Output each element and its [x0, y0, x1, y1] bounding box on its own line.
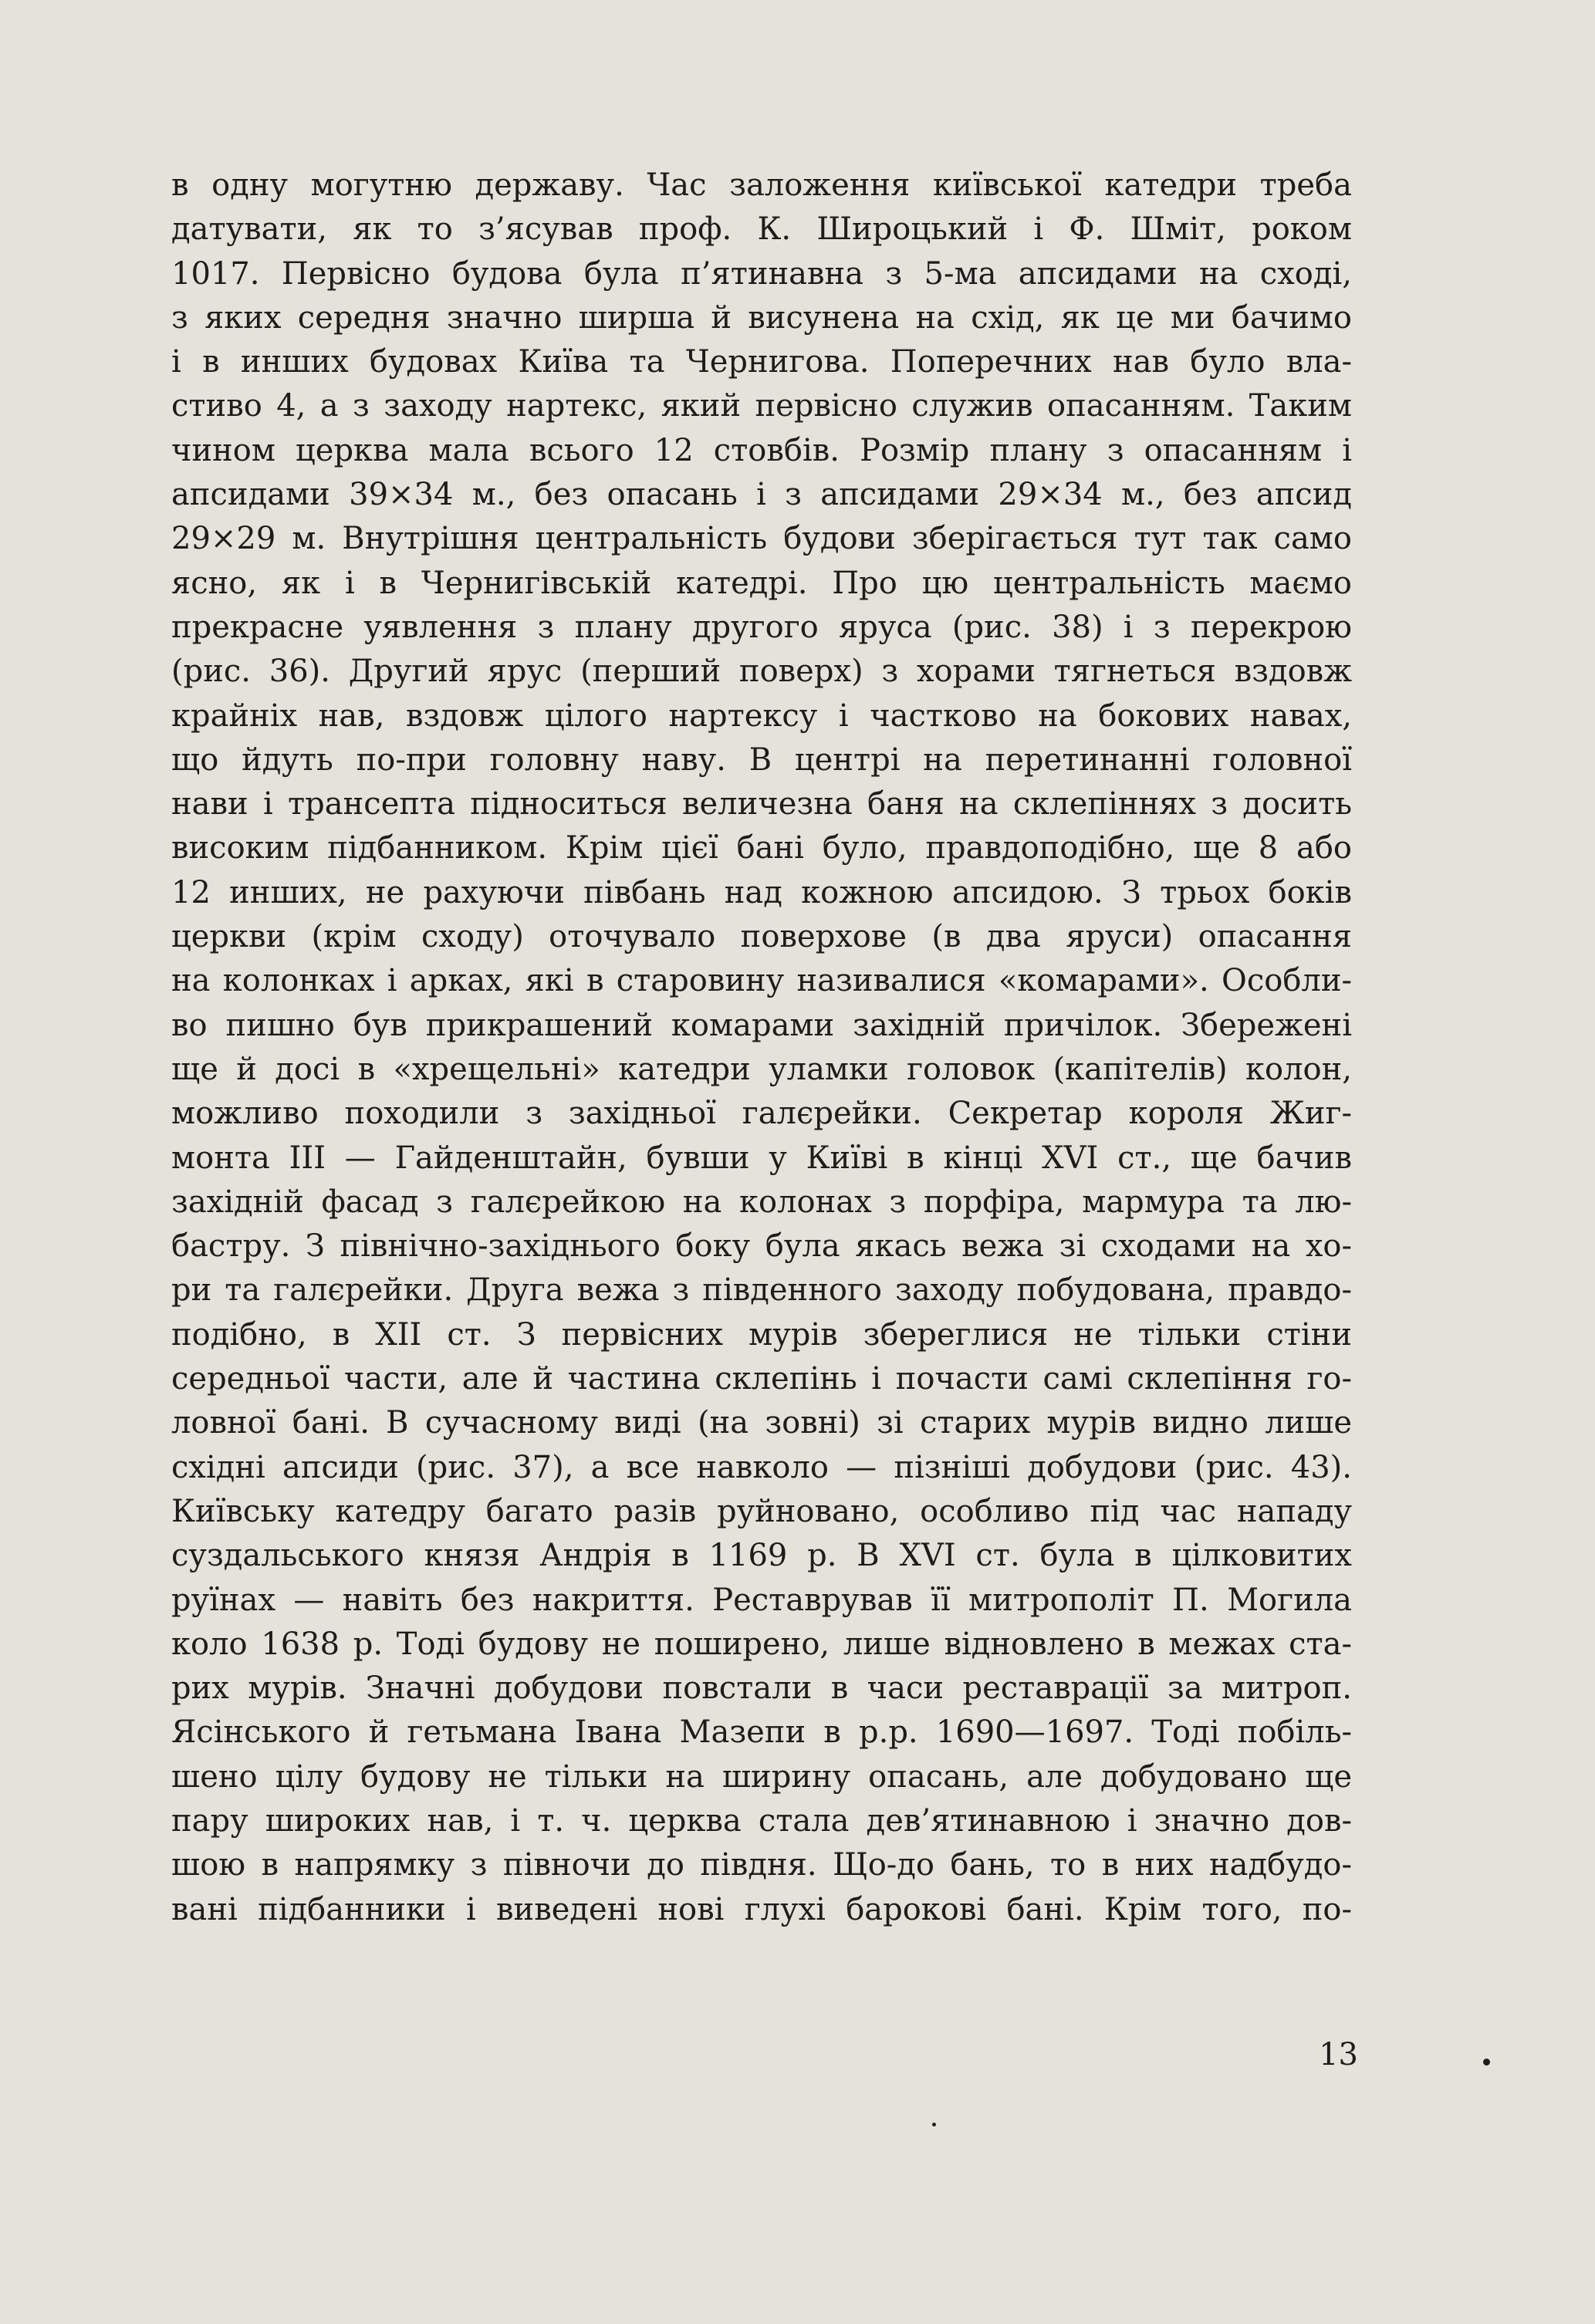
text-line: ри та галєрейки. Друга вежа з південного заходу побудована, правдо- — [171, 1272, 1352, 1309]
text-line: бастру. З північно-західнього боку була якась вежа зі сходами на хо- — [171, 1228, 1352, 1265]
text-line: рих мурів. Значні добудови повстали в часи реставрації за митроп. — [171, 1670, 1352, 1707]
text-line: високим підбанником. Крім цієї бані було, правдоподібно, ще 8 або — [171, 830, 1352, 866]
text-line: 1017. Первісно будова була п’ятинавна з 5-ма апсидами на сході, — [171, 255, 1352, 292]
text-line: подібно, в XII ст. З первісних мурів збереглися не тільки стіни — [171, 1316, 1352, 1353]
text-line: руїнах — навіть без накриття. Реставрував її митрополіт П. Могила — [171, 1582, 1352, 1618]
text-line: ще й досі в «хрещельні» катедри уламки головок (капітелів) колон, — [171, 1051, 1352, 1087]
text-line: монта III — Гайденштайн, бувши у Київі в кінці XVI ст., ще бачив — [171, 1140, 1353, 1176]
page-number: 13 — [1319, 2037, 1358, 2072]
text-line: ловної бані. В сучасному виді (на зовні) зі старих мурів видно лише — [171, 1405, 1352, 1441]
text-line: суздальського князя Андрія в 1169 р. В XVI ст. була в цілковитих — [171, 1538, 1352, 1574]
text-line: церкви (крім сходу) оточувало поверхове (в два яруси) опасання — [171, 919, 1352, 955]
text-line: пару широких нав, і т. ч. церква стала дев’ятинавною і значно дов- — [171, 1802, 1352, 1839]
text-line: в одну могутню державу. Час заложення київської катедри треба — [171, 167, 1352, 203]
text-line: на колонках і арках, які в старовину називалися «комарами». Особли- — [171, 963, 1352, 999]
text-line: 12 инших, не рахуючи півбань над кожною апсидою. З трьох боків — [171, 874, 1352, 910]
text-line: Київську катедру багато разів руйновано, особливо під час нападу — [171, 1493, 1352, 1529]
text-line: стиво 4, а з заходу нартекс, який первісно служив опасанням. Таким — [171, 388, 1352, 424]
text-line: ясно, як і в Чернигівській катедрі. Про цю центральність маємо — [171, 565, 1352, 601]
text-line: і в инших будовах Київа та Чернигова. Поперечних нав було вла- — [171, 344, 1352, 380]
text-line: середньої части, але й частина склепінь і почасти самі склепіння го- — [171, 1361, 1352, 1397]
text-line: во пишно був прикрашений комарами західній причілок. Збережені — [171, 1007, 1352, 1043]
body-text — [171, 164, 1352, 1932]
text-line: західній фасад з галєрейкою на колонах з порфіра, мармура та лю- — [171, 1184, 1352, 1220]
text-line: апсидами 39×34 м., без опасань і з апсидами 29×34 м., без апсид — [171, 477, 1352, 513]
text-line: що йдуть по-при головну наву. В центрі на перетинанні головної — [171, 741, 1352, 778]
text-line: коло 1638 р. Тоді будову не поширено, лише відновлено в межах ста- — [171, 1626, 1352, 1662]
text-line: Ясінського й гетьмана Івана Мазепи в р.р. 1690—1697. Тоді побіль- — [171, 1714, 1352, 1751]
text-line: вані підбанники і виведені нові глухі барокові бані. Крім того, по- — [171, 1891, 1352, 1927]
text-line: 29×29 м. Внутрішня центральність будови зберігається тут так само — [171, 521, 1352, 557]
text-line: шою в напрямку з півночи до півдня. Що-до бань, то в них надбудо- — [171, 1847, 1352, 1883]
text-line: східні апсиди (рис. 37), а все навколо — пізніші добудови (рис. 43). — [171, 1449, 1352, 1485]
text-line: шено цілу будову не тільки на ширину опасань, але добудовано ще — [171, 1758, 1352, 1795]
text-line: прекрасне уявлення з плану другого яруса (рис. 38) і з перекрою — [171, 609, 1352, 645]
text-line: чином церква мала всього 12 стовбів. Розмір плану з опасанням і — [171, 432, 1352, 468]
text-line: (рис. 36). Другий ярус (перший поверх) з хорами тягнеться вздовж — [171, 654, 1352, 690]
bottom-dot-mark — [932, 2123, 936, 2126]
text-line: нави і трансепта підноситься величезна баня на склепіннях з досить — [171, 786, 1352, 823]
margin-dot-mark — [1483, 2059, 1490, 2066]
text-line: крайніх нав, вздовж цілого нартексу і частково на бокових навах, — [171, 698, 1352, 734]
text-line: датувати, як то з’ясував проф. К. Широцький і Ф. Шміт, роком — [171, 211, 1352, 248]
text-line: можливо походили з західньої галєрейки. Секретар короля Жиг- — [171, 1096, 1352, 1132]
text-line: з яких середня значно ширша й висунена на схід, як це ми бачимо — [171, 299, 1352, 336]
